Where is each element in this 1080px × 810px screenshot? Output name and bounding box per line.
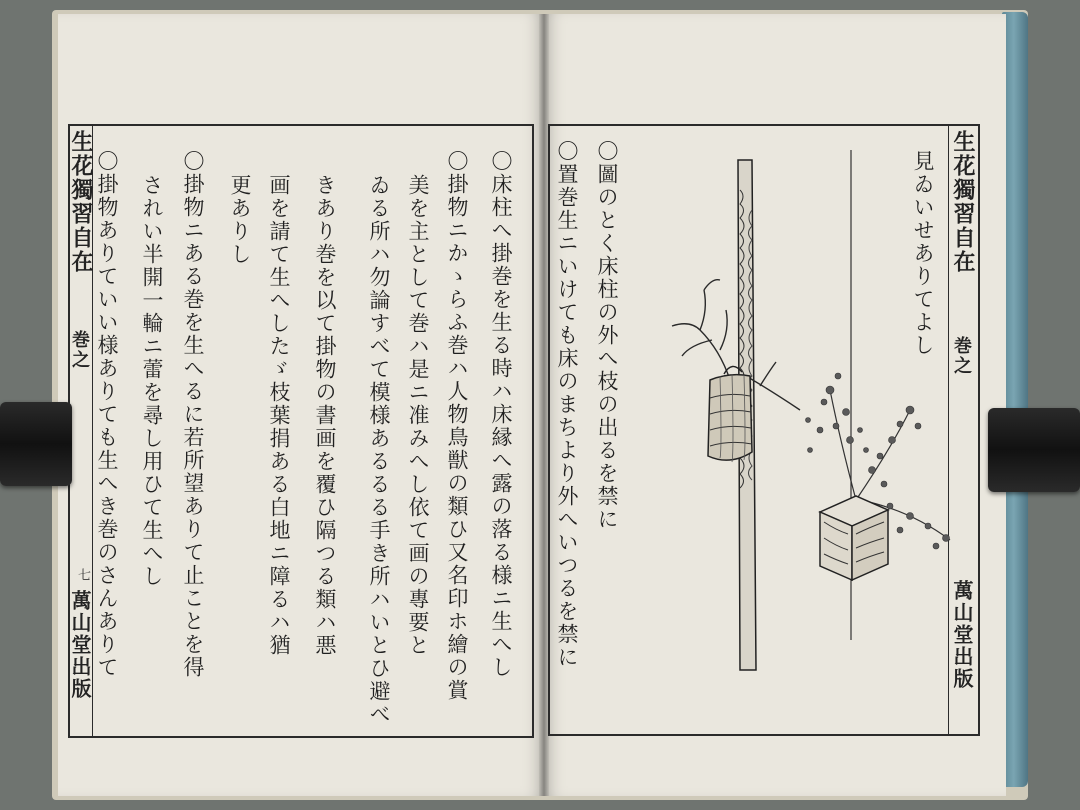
left-column-3: 美を主として巻ハ是ニ准みへし依て画の專要と xyxy=(406,174,430,657)
left-column-9: されい半開一輪ニ蕾を尋し用ひて生へし xyxy=(140,174,164,588)
right-publisher: 萬山堂出版 xyxy=(950,580,974,690)
left-binder-clip xyxy=(0,402,72,486)
right-column-2: 〇圖のとく床柱の外へ枝の出るを禁に xyxy=(595,140,619,531)
left-folio: 七 xyxy=(75,568,90,583)
left-column-4: ゐる所ハ勿論すべて模様あるるる手き所ハいとひ避べ xyxy=(367,174,391,726)
left-publisher: 萬山堂出版 xyxy=(68,590,92,700)
left-column-2: 〇掛物ニかゝらふ巻ハ人物鳥獣の類ひ又名印ホ繪の賞 xyxy=(445,150,469,702)
square-vessel xyxy=(820,496,888,580)
right-margin-mark: 巻之 xyxy=(951,336,972,376)
hanging-basket xyxy=(708,366,752,462)
left-column-6: 画を請て生へしたゞ枝葉捐ある白地ニ障るハ猶 xyxy=(267,174,291,657)
right-margin-title: 生花獨習自在 xyxy=(950,130,976,274)
right-column-3: 〇置巻生ニいけても床のまちより外へいつるを禁に xyxy=(555,140,579,669)
right-binder-clip xyxy=(988,408,1080,492)
right-column-1: 見ゐいせありてよし xyxy=(911,150,935,357)
left-column-10: 〇掛物ありていい様ありても生へき巻のさんありて xyxy=(95,150,119,679)
left-column-1: 〇床柱へ掛巻を生る時ハ床縁へ露の落る様ニ生へし xyxy=(489,150,513,679)
left-column-5: きあり巻を以て掛物の書画を覆ひ隔つる類ハ悪 xyxy=(313,174,337,657)
left-margin-title: 生花獨習自在 xyxy=(68,130,94,274)
ikebana-illustration xyxy=(660,150,980,690)
left-margin-mark: 巻之 xyxy=(69,330,90,370)
left-column-8: 〇掛物ニある巻を生へるに若所望ありて止ことを得 xyxy=(181,150,205,679)
left-column-7: 更ありし xyxy=(228,174,252,266)
